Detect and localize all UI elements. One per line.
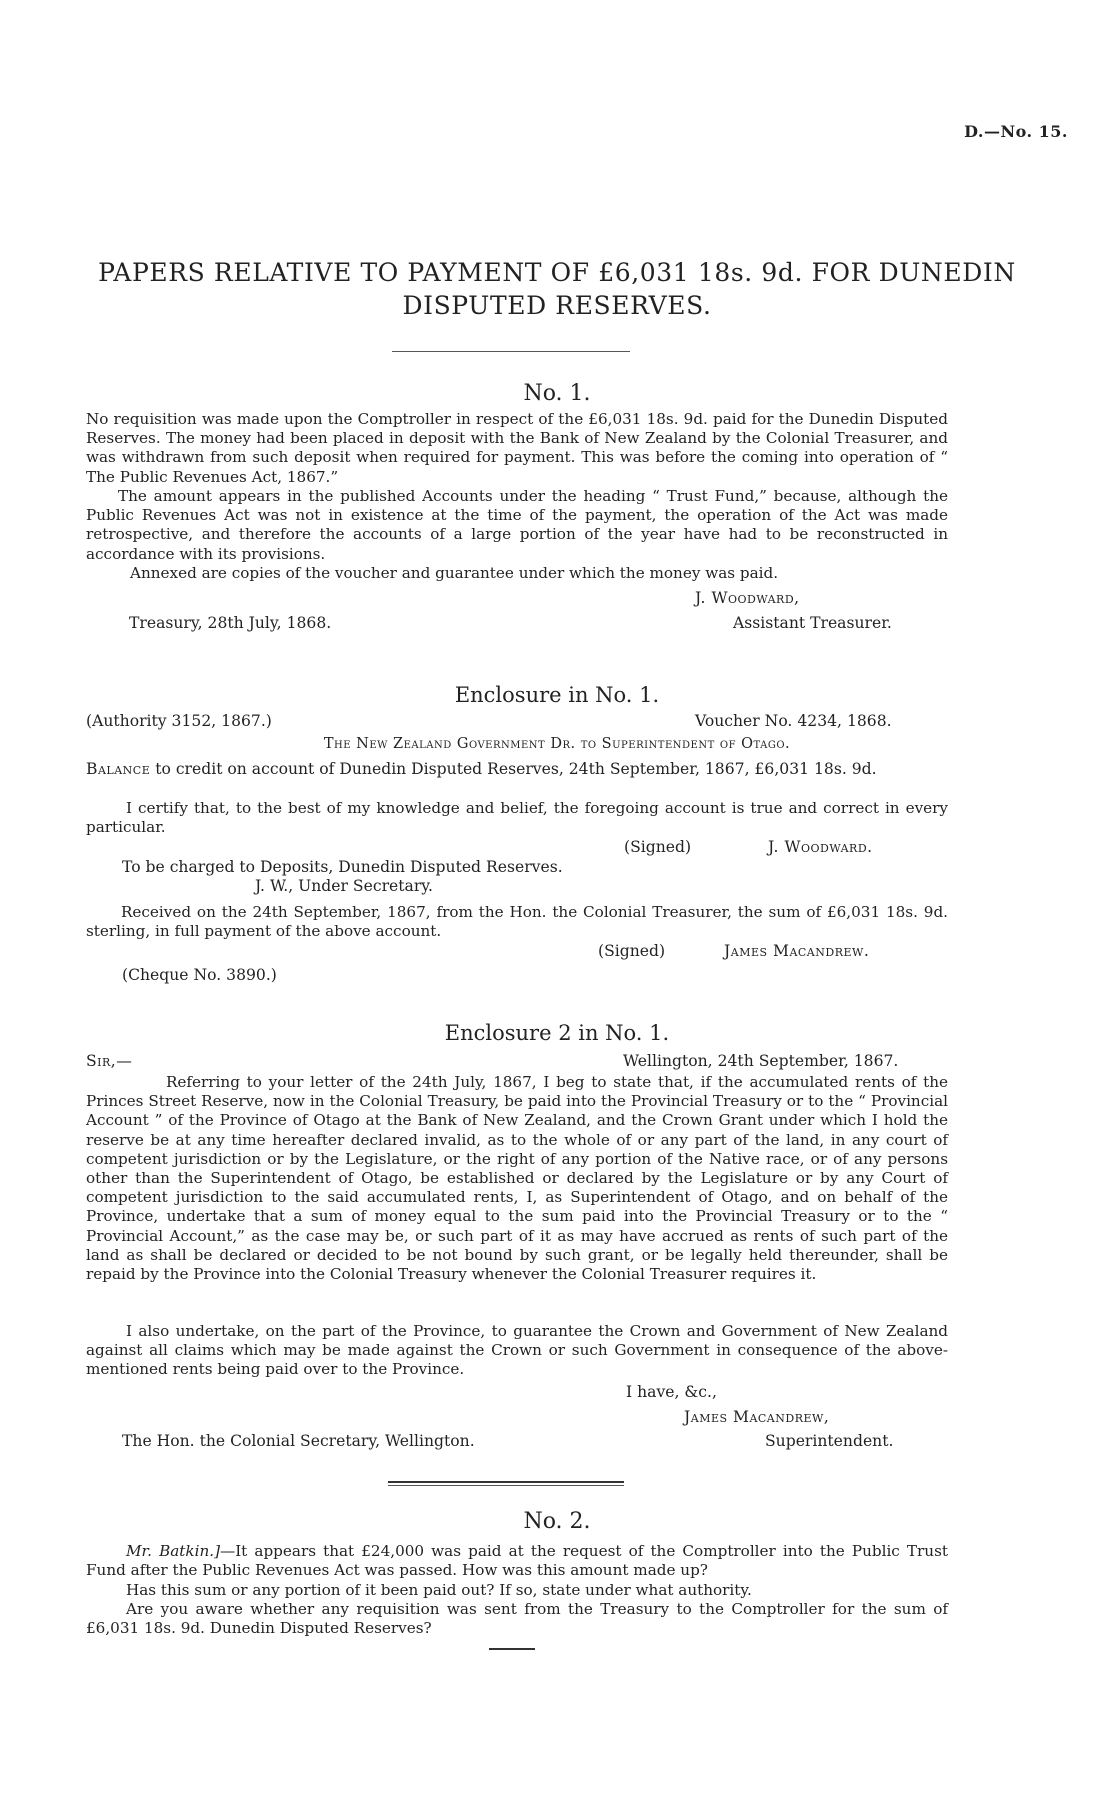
enclosure1-charged-to: To be charged to Deposits, Dunedin Disputed Reserves.: [122, 858, 563, 876]
no1-place-date: Treasury, 28th July, 1868.: [129, 614, 332, 632]
section-heading-enclosure1: Enclosure in No. 1.: [454, 683, 660, 707]
enclosure1-certification: I certify that, to the best of my knowledge and belief, the foregoing account is true and correct in every particular.: [86, 799, 948, 837]
section-heading-no2: No. 2.: [523, 1509, 591, 1534]
no2-question-1: [86, 1542, 948, 1580]
section-divider-double: [388, 1481, 624, 1483]
balance-text: to credit on account of Dunedin Disputed Reserves, 24th September, 1867, £6,031 18s. 9d.: [155, 760, 877, 778]
no1-signatory: J. Woodward,: [695, 589, 800, 607]
enclosure2-place-date: Wellington, 24th September, 1867.: [623, 1052, 899, 1070]
document-title-line1: PAPERS RELATIVE TO PAYMENT OF £6,031 18s. 9d. FOR DUNEDIN: [98, 258, 1016, 287]
no1-paragraph-2: The amount appears in the published Accounts under the heading “ Trust Fund,” because, although the Public Revenues Act was not in existence at the time of the payment, the operation of the Act was made retrospective, and therefore the accounts of a large portion of the year have had to be reconstructed in accordance with its provisions.: [86, 487, 948, 563]
enclosure1-under-secretary: J. W., Under Secretary.: [255, 877, 433, 895]
document-title-line2: DISPUTED RESERVES.: [402, 291, 712, 320]
enclosure2-salutation: Sir,—: [86, 1052, 133, 1070]
no1-paragraph-3: Annexed are copies of the voucher and guarantee under which the money was paid.: [130, 564, 779, 582]
closing-rule: [489, 1648, 535, 1650]
enclosure2-signatory-title: Superintendent.: [765, 1432, 894, 1450]
enclosure2-paragraph-1: Referring to your letter of the 24th July, 1867, I beg to state that, if the accumulated rents of the Princes Street Reserve, now in the Colonial Treasury, be paid into the Provincial Treasury or to the “ Provincial Account ” of the Province of Otago at the Bank of New Zealand, and the Crown Grant under which I hold the reserve be at any time hereafter declared invalid, as to the whole of or any part of the land, in any court of competent jurisdiction or by the Legislature, or the right of any portion of the Native race, or of any persons other than the Superintendent of Otago, be established or declared by the Legislature or by any Court of competent jurisdiction to the said accumulated rents, I, as Superintendent of Otago, and on behalf of the Province, undertake that a sum of money equal to the sum paid into the Provincial Treasury or to the “ Provincial Account,” as the case may be, or such part of it as may have accrued as rents of such part of the land as shall be declared or decided to be not bound by such grant, or be legally held thereunder, shall be repaid by the Province into the Colonial Treasury whenever the Colonial Treasurer requires it.: [86, 1073, 948, 1284]
speaker-name: Mr. Batkin.]: [126, 1542, 220, 1560]
title-divider: [392, 351, 630, 352]
enclosure1-received: Received on the 24th September, 1867, from the Hon. the Colonial Treasurer, the sum of £6,031 18s. 9d. sterling, in full payment of the above account.: [86, 903, 948, 941]
enclosure1-signed-name-1: J. Woodward.: [768, 838, 873, 856]
enclosure2-closing: I have, &c.,: [626, 1383, 717, 1401]
enclosure1-parties: The New Zealand Government Dr. to Superintendent of Otago.: [323, 736, 791, 752]
balance-word: Balance: [86, 760, 151, 778]
section-heading-no1: No. 1.: [523, 381, 591, 406]
section-heading-enclosure2: Enclosure 2 in No. 1.: [444, 1021, 670, 1045]
enclosure2-signatory: James Macandrew,: [684, 1408, 830, 1426]
question-1-text: —It appears that £24,000 was paid at the request of the Comptroller into the Public Trust Fund after the Public Revenues Act was passed. How was this amount made up?: [86, 1542, 948, 1580]
enclosure1-balance-line: [86, 760, 877, 778]
no1-paragraph-1: No requisition was made upon the Comptroller in respect of the £6,031 18s. 9d. paid for the Dunedin Disputed Reserves. The money had been placed in deposit with the Bank of New Zealand by the Colonial Treasurer, and was withdrawn from such deposit when required for payment. This was before the coming into operation of “ The Public Revenues Act, 1867.”: [86, 410, 948, 486]
enclosure1-voucher: Voucher No. 4234, 1868.: [695, 712, 892, 730]
no2-question-3: Are you aware whether any requisition was sent from the Treasury to the Comptroller for the sum of £6,031 18s. 9d. Dunedin Disputed Reserves?: [86, 1600, 948, 1638]
enclosure1-signed-name-2: James Macandrew.: [724, 942, 870, 960]
no1-signatory-title: Assistant Treasurer.: [733, 614, 892, 632]
enclosure1-signed-label-2: (Signed): [598, 942, 666, 960]
no2-question-2: Has this sum or any portion of it been paid out? If so, state under what authority.: [126, 1581, 752, 1599]
enclosure1-cheque: (Cheque No. 3890.): [122, 966, 277, 984]
section-divider-double-lower: [388, 1485, 624, 1486]
enclosure2-addressee: The Hon. the Colonial Secretary, Wellington.: [122, 1432, 475, 1450]
enclosure1-signed-label-1: (Signed): [624, 838, 692, 856]
enclosure1-authority: (Authority 3152, 1867.): [86, 712, 272, 730]
enclosure2-paragraph-2: I also undertake, on the part of the Province, to guarantee the Crown and Government of New Zealand against all claims which may be made against the Crown or such Government in consequence of the above-mentioned rents being paid over to the Province.: [86, 1322, 948, 1379]
document-reference: D.—No. 15.: [964, 122, 1068, 141]
